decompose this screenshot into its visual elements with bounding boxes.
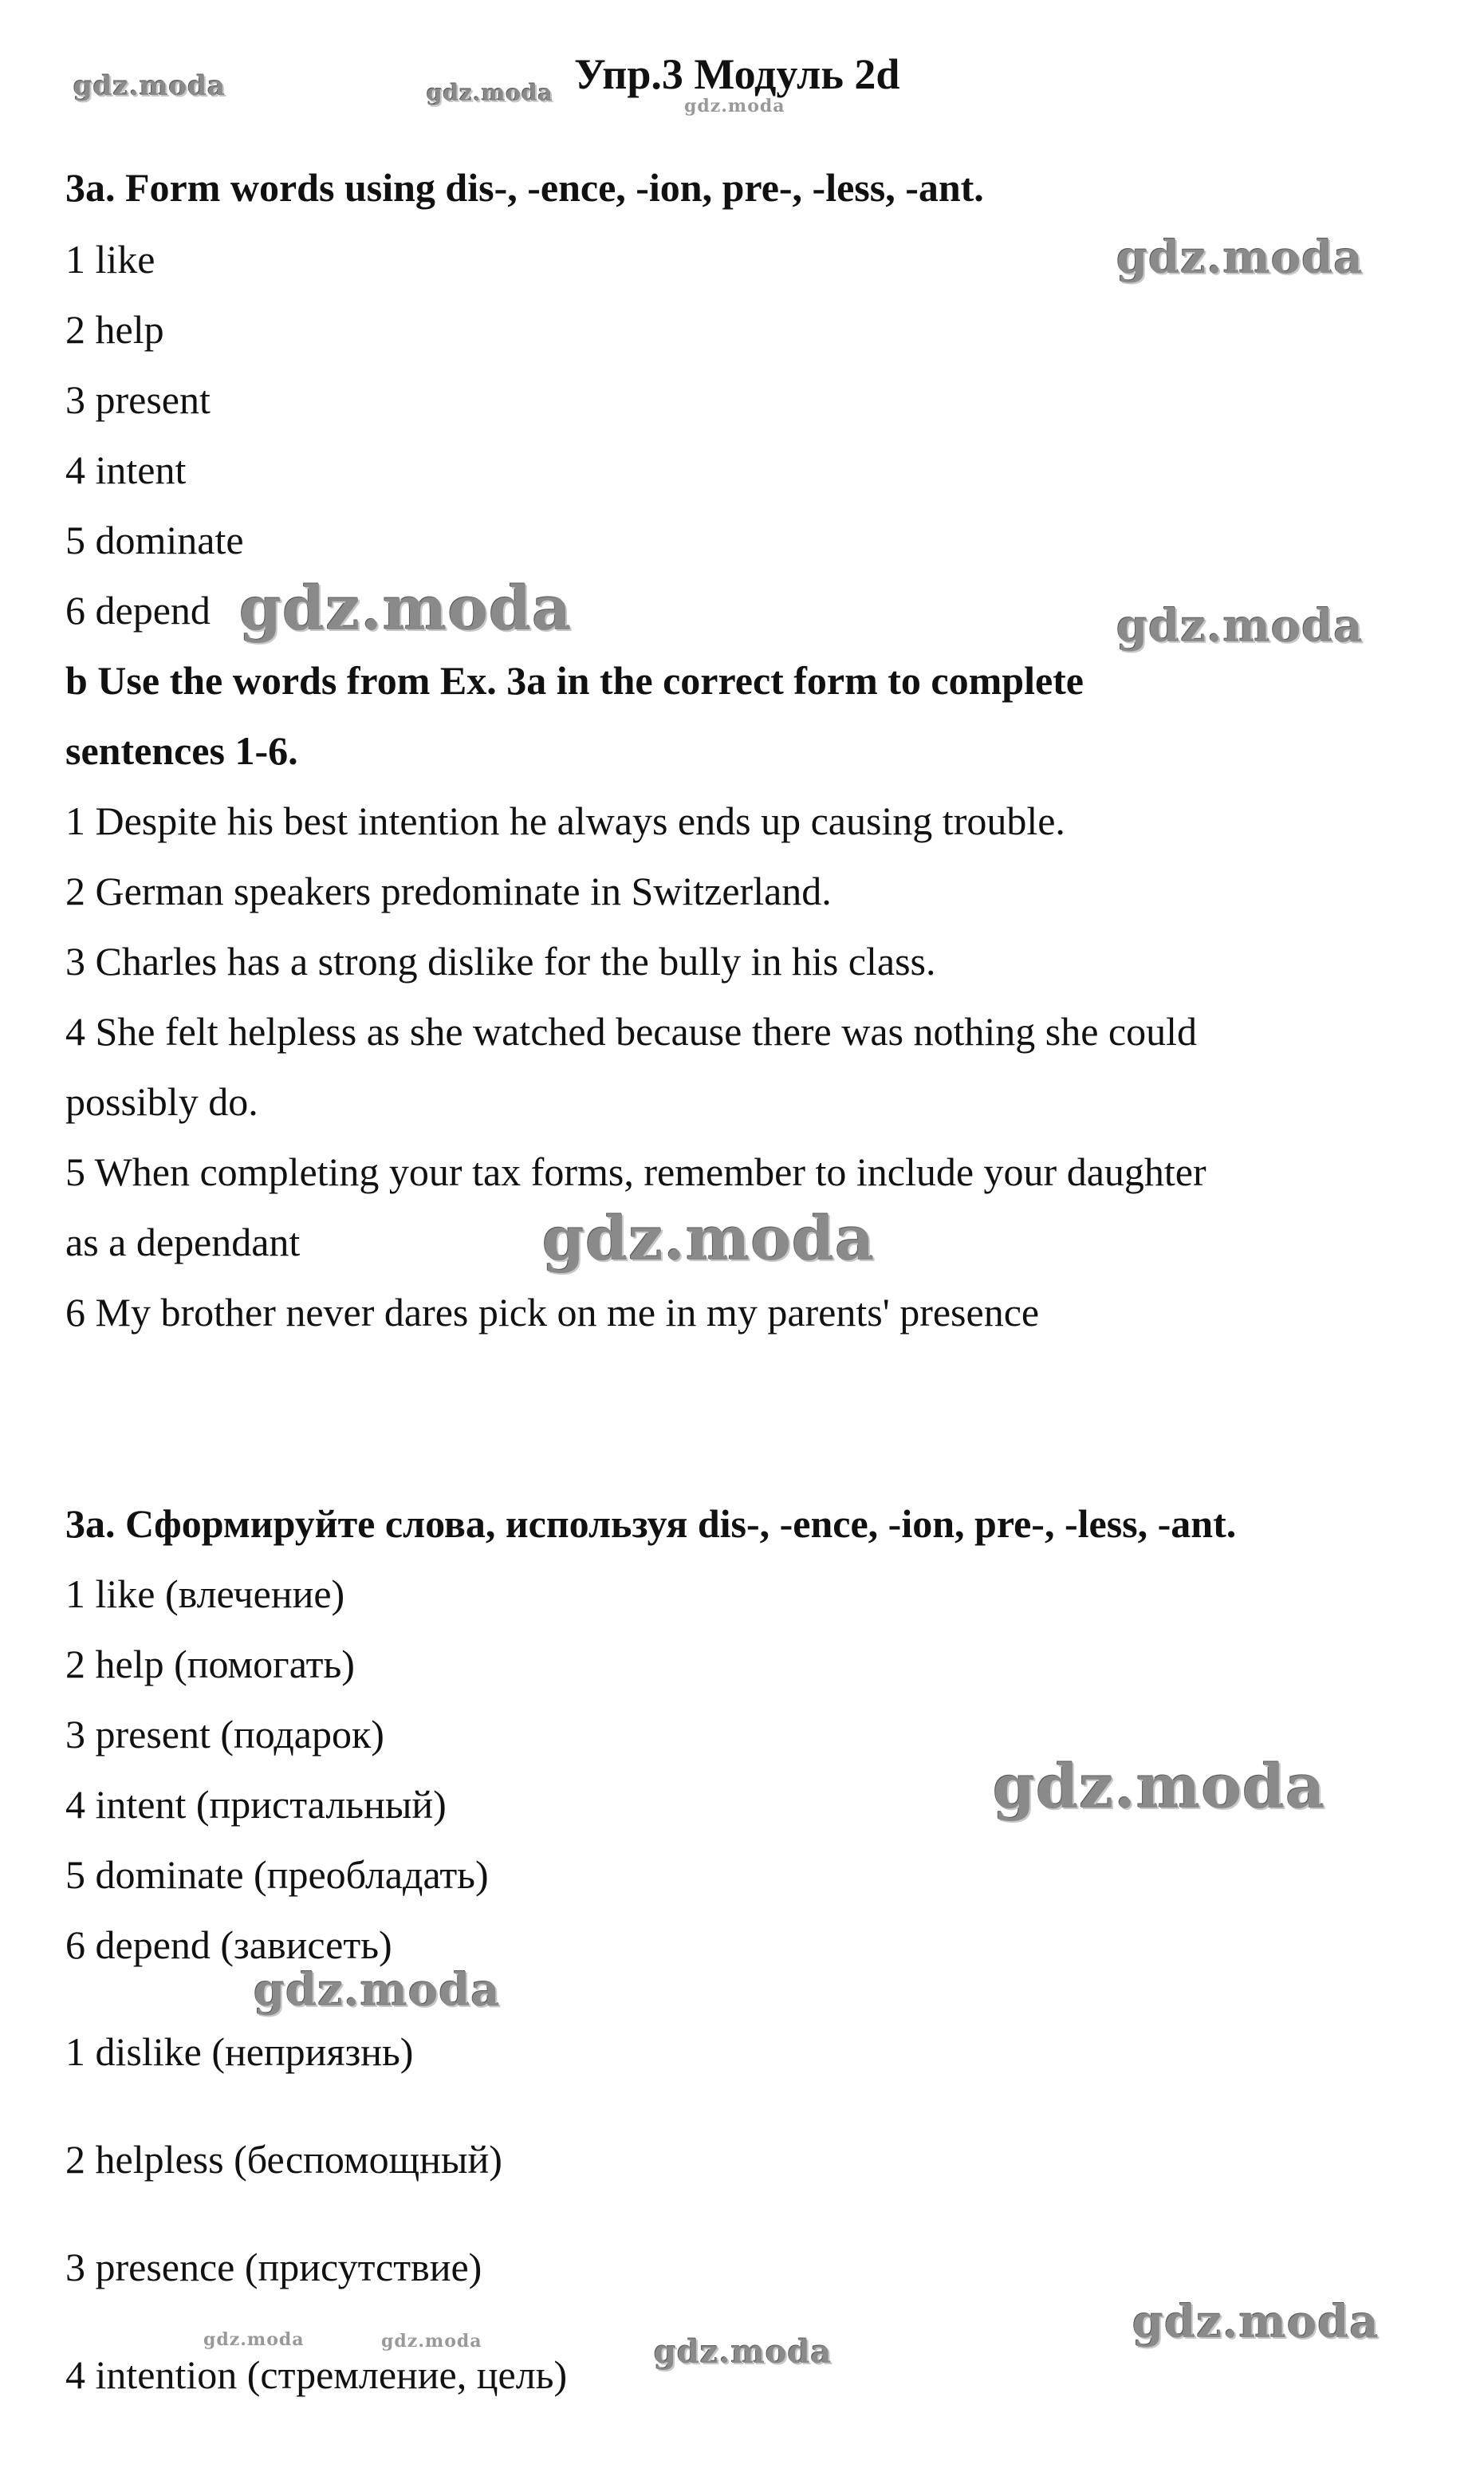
watermark: gdz.moda (542, 1203, 876, 1274)
watermark: gdz.moda (684, 96, 785, 116)
page-title: Упр.3 Модуль 2d (574, 50, 900, 98)
task-b-line: 4 She felt helpless as she watched because there was nothing she could (65, 1009, 1198, 1054)
ru-task-a-heading: 3a. Сформируйте слова, используя dis-, -ence, -ion, pre-, -less, -ant. (65, 1501, 1237, 1546)
watermark: gdz.moda (381, 2331, 482, 2352)
task-b-line: as a dependant (65, 1220, 301, 1264)
watermark: gdz.moda (1132, 2296, 1380, 2348)
task-b-line: possibly do. (65, 1079, 258, 1124)
watermark: gdz.moda (427, 80, 553, 106)
ru-task-a-item: 3 present (подарок) (65, 1712, 384, 1757)
watermark: gdz.moda (1116, 231, 1364, 284)
task-a-item: 5 dominate (65, 518, 244, 562)
watermark: gdz.moda (654, 2333, 833, 2371)
watermark: gdz.moda (203, 2329, 305, 2350)
ru-task-a-item: 4 intent (пристальный) (65, 1782, 447, 1827)
ru-task-a-item: 2 help (помогать) (65, 1642, 355, 1686)
watermark: gdz.moda (239, 573, 573, 644)
watermark: gdz.moda (254, 1964, 501, 2017)
task-b-line: 3 Charles has a strong dislike for the bully in his class. (65, 939, 936, 984)
task-b-heading: sentences 1-6. (65, 728, 298, 773)
task-b-line: 1 Despite his best intention he always ends up causing trouble. (65, 798, 1065, 843)
task-a-item: 3 present (65, 377, 211, 422)
task-b-line: 6 My brother never dares pick on me in my parents' presence (65, 1290, 1040, 1335)
watermark: gdz.moda (73, 70, 226, 102)
ru-answer: 1 dislike (неприязнь) (65, 2029, 414, 2074)
task-a-item: 1 like (65, 237, 155, 282)
ru-task-a-item: 5 dominate (преобладать) (65, 1852, 489, 1897)
ru-answer: 2 helpless (беспомощный) (65, 2137, 502, 2182)
task-b-line: 5 When completing your tax forms, remember to include your daughter (65, 1149, 1206, 1194)
task-a-item: 4 intent (65, 448, 187, 492)
watermark: gdz.moda (993, 1751, 1326, 1822)
watermark: gdz.moda (1116, 600, 1364, 653)
task-a-item: 2 help (65, 307, 164, 352)
ru-answer: 4 intention (стремление, цель) (65, 2352, 568, 2397)
ru-task-a-item: 6 depend (зависеть) (65, 1922, 392, 1967)
task-a-heading: 3a. Form words using dis-, -ence, -ion, pre-, -less, -ant. (65, 165, 984, 210)
task-b-heading: b Use the words from Ex. 3a in the correct form to complete (65, 658, 1084, 703)
task-b-line: 2 German speakers predominate in Switzerland. (65, 869, 832, 913)
ru-answer: 3 presence (присутствие) (65, 2245, 482, 2289)
ru-task-a-item: 1 like (влечение) (65, 1571, 345, 1616)
task-a-item: 6 depend (65, 588, 211, 633)
